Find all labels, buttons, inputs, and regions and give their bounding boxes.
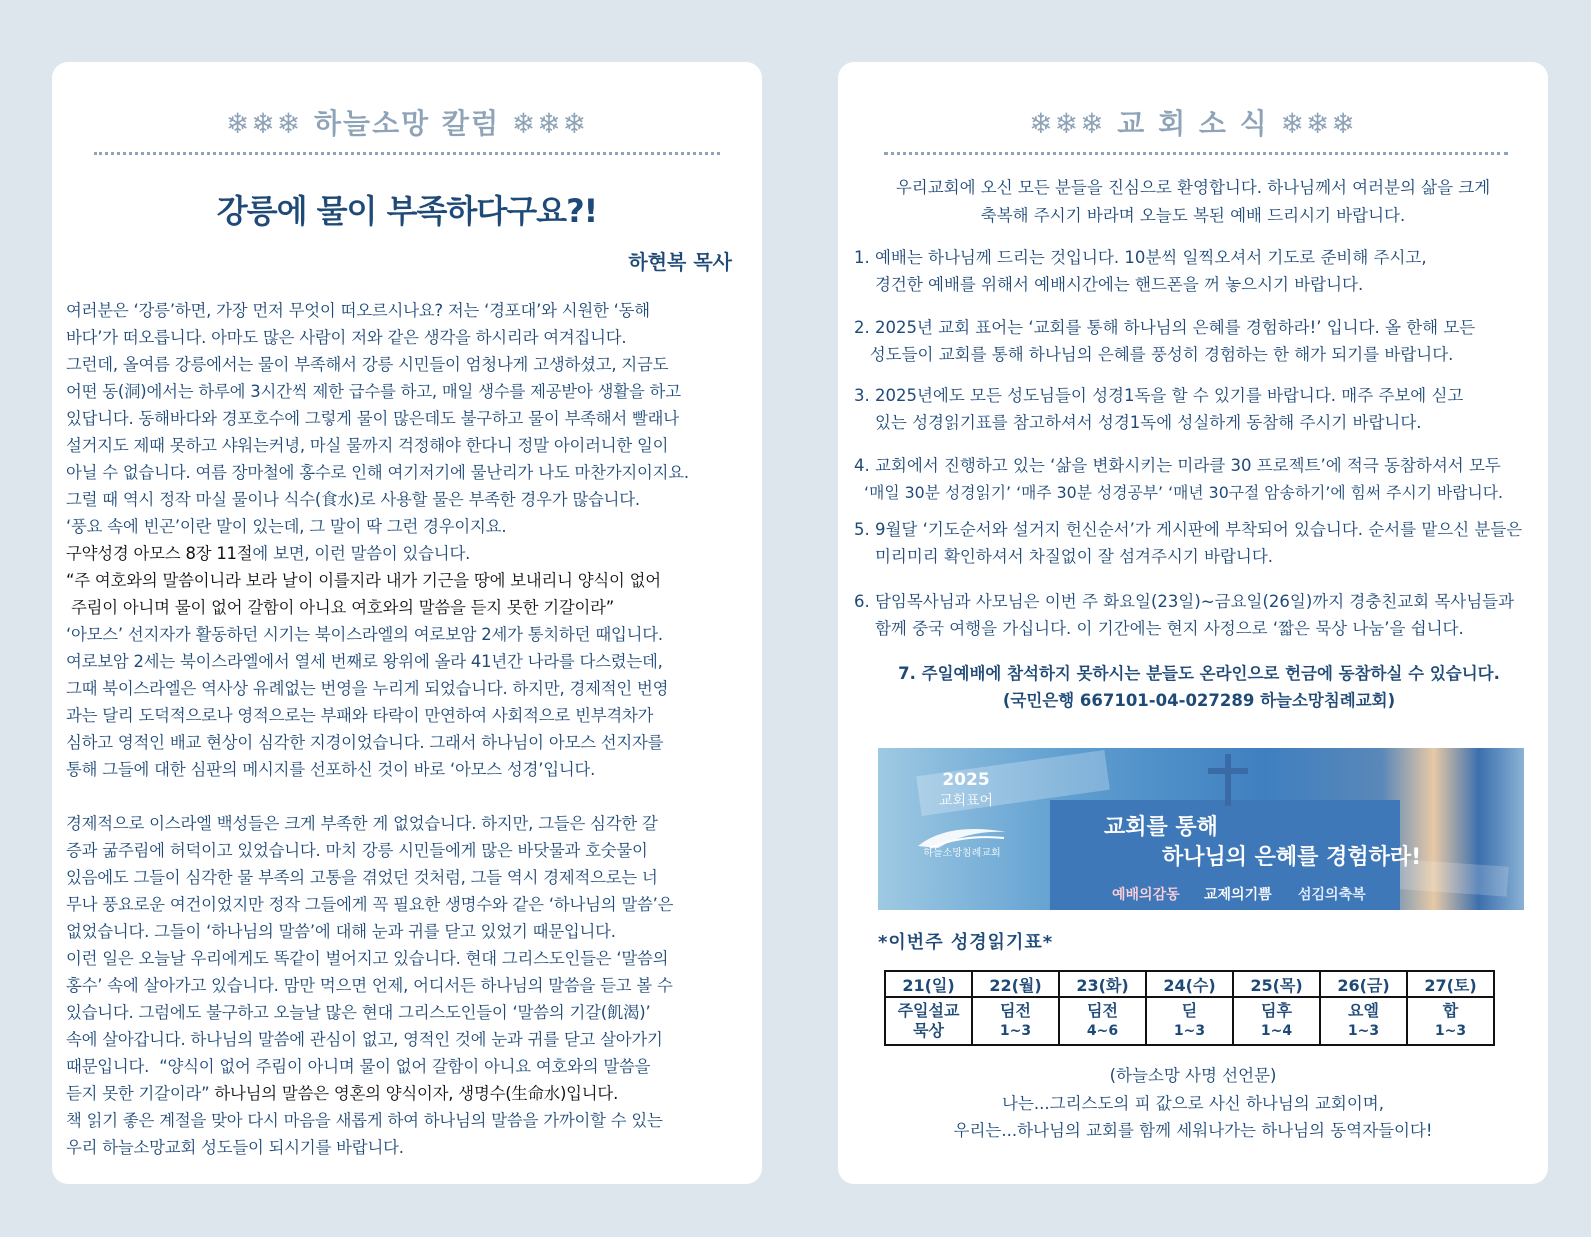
- paragraph-line: 우리 하늘소망교회 성도들이 되시기를 바랍니다.: [66, 1138, 404, 1157]
- notice-item: 5. 9월달 ‘기도순서와 설거지 헌신순서’가 게시판에 부착되어 있습니다. 순서를 맡으신 분들은 미리미리 확인하셔서 차질없이 잘 섬겨주시기 바랍니다.: [854, 520, 1523, 566]
- table-row: [885, 971, 1494, 997]
- welcome-line: 우리교회에 오신 모든 분들을 진심으로 환영합니다. 하나님께서 여러분의 삶을 크게: [895, 178, 1491, 197]
- reading-cell: 합 1~3: [1407, 997, 1494, 1045]
- paragraph-line: 심하고 영적인 배교 현상이 심각한 지경이었습니다. 그래서 하나님이 아모스 선지자를: [66, 733, 664, 752]
- notice-item: 4. 교회에서 진행하고 있는 ‘삶을 변화시키는 미라클 30 프로젝트’에 적극 동참하셔서 모두 ‘매일 30분 성경읽기’ ‘매주 30분 성경공부’ ‘매년 30구절 암송하기’에 힘써 주시기 바랍니다.: [854, 456, 1504, 502]
- day-cell: 23(화): [1059, 971, 1146, 997]
- column-panel: [52, 62, 762, 1184]
- reading-cell: 주일설교 묵상: [885, 997, 972, 1045]
- paragraph-line: 바다’가 떠오릅니다. 아마도 많은 사람이 저와 같은 생각을 하시리라 여겨집니다.: [66, 328, 627, 347]
- mission-statement: 나는...그리스도의 피 값으로 사신 하나님의 교회이며, 우리는...하나님의 교회를 함께 세워나가는 하나님의 동역자들이다!: [953, 1094, 1433, 1140]
- banner-line-1: 교회를 통해: [1104, 815, 1218, 840]
- scripture-reference: [66, 540, 756, 567]
- reference-rest: 에 보면, 이런 말씀이 있습니다.: [252, 544, 471, 563]
- paragraph-line: 있답니다. 동해바다와 경포호수에 그렇게 물이 많은데도 불구하고 물이 부족해서 빨래나: [66, 409, 679, 428]
- notice-item: 6. 담임목사님과 사모님은 이번 주 화요일(23일)~금요일(26일)까지 경충친교회 목사님들과 함께 중국 여행을 가십니다. 이 기간에는 현지 사정으로 ‘짧은 묵상 나눔’을 쉽니다.: [854, 592, 1515, 638]
- table-row: [885, 997, 1494, 1045]
- paragraph-line: 속에 살아갑니다. 하나님의 말씀에 관심이 없고, 영적인 것에 눈과 귀를 닫고 살아가기: [66, 1030, 663, 1049]
- banner-motto-label: 교회표어: [938, 793, 994, 809]
- banner-church-name: 하늘소망침례교회: [923, 848, 1001, 859]
- dotted-divider: [94, 152, 720, 155]
- notice-item: 1. 예배는 하나님께 드리는 것입니다. 10분씩 일찍오셔서 기도로 준비해 주시고, 경건한 예배를 위해서 예배시간에는 핸드폰을 꺼 놓으시기 바랍니다.: [854, 248, 1427, 294]
- reference-bold: 구약성경 아모스 8장 11절: [66, 544, 253, 563]
- closing-rest: 듣지 못한 기갈이라”: [66, 1084, 215, 1103]
- paragraph-line: 여로보암 2세는 북이스라엘에서 열세 번째로 왕위에 올라 41년간 나라를 다스렸는데,: [66, 652, 663, 671]
- cross-icon: [1225, 754, 1231, 806]
- closing-bold: 하나님의 말씀은 영혼의 양식이자, 생명수(生命水)입니다.: [214, 1084, 619, 1103]
- paragraph-line: 있습니다. 그럼에도 불구하고 오늘날 많은 현대 그리스도인들이 ‘말씀의 기갈(飢渴)’: [66, 1003, 651, 1022]
- paragraph-line: 때문입니다. “양식이 없어 주림이 아니며 물이 없어 갈함이 아니요 여호와의 말씀을: [66, 1057, 651, 1076]
- day-cell: 27(토): [1407, 971, 1494, 997]
- paragraph-line: 그럴 때 역시 정작 마실 물이나 식수(食水)로 사용할 물은 부족한 경우가 많습니다.: [66, 490, 640, 509]
- paragraph-line: 그때 북이스라엘은 역사상 유례없는 번영을 누리게 되었습니다. 하지만, 경제적인 번영: [66, 679, 669, 698]
- news-header: ❄❄❄ 교 회 소 식 ❄❄❄: [1029, 107, 1357, 140]
- paragraph-line: ‘풍요 속에 빈곤’이란 말이 있는데, 그 말이 딱 그런 경우이지요.: [66, 517, 507, 536]
- paragraph-line: 과는 달리 도덕적으로나 영적으로는 부패와 타락이 만연하여 사회적으로 빈부격차가: [66, 706, 654, 725]
- paragraph-line: 경제적으로 이스라엘 백성들은 크게 부족한 게 없었습니다. 하지만, 그들은 심각한 갈: [66, 814, 658, 833]
- banner-year: 2025: [942, 770, 990, 790]
- paragraph-line: 홍수’ 속에 살아가고 있습니다. 맘만 먹으면 언제, 어디서든 하나님의 말씀을 듣고 볼 수: [66, 976, 673, 995]
- motto-banner: [878, 748, 1524, 910]
- paragraph-line: 증과 굶주림에 허덕이고 있었습니다. 마치 강릉 시민들에게 많은 바닷물과 호숫물이: [66, 841, 648, 860]
- reading-cell: 요엘 1~3: [1320, 997, 1407, 1045]
- reading-cell: 딤전 1~3: [972, 997, 1059, 1045]
- paragraph-line: 그런데, 올여름 강릉에서는 물이 부족해서 강릉 시민들이 엄청나게 고생하셨고, 지금도: [66, 355, 669, 374]
- scripture-quote: “주 여호와의 말씀이니라 보라 날이 이를지라 내가 기근을 땅에 보내리니 양식이 없어: [66, 571, 661, 590]
- paragraph-line: 이런 일은 오늘날 우리에게도 똑같이 벌어지고 있습니다. 현대 그리스도인들은 ‘말씀의: [66, 949, 669, 968]
- reading-cell: 딤후 1~4: [1233, 997, 1320, 1045]
- bible-reading-table: [884, 970, 1495, 1046]
- paragraph-line: 무나 풍요로운 여건이었지만 정작 그들에게 꼭 필요한 생명수와 같은 ‘하나님의 말씀’은: [66, 895, 674, 914]
- reading-cell: 딤전 4~6: [1059, 997, 1146, 1045]
- scripture-quote: 주림이 아니며 물이 없어 갈함이 아니요 여호와의 말씀을 듣지 못한 기갈이라”: [66, 598, 615, 617]
- closing-line: [66, 1080, 756, 1107]
- mission-statement-title: (하늘소망 사명 선언문): [1109, 1066, 1277, 1085]
- paragraph-line: 책 읽기 좋은 계절을 맞아 다시 마음을 새롭게 하여 하나님의 말씀을 가까이할 수 있는: [66, 1111, 663, 1130]
- notice-item: 7. 주일예배에 참석하지 못하시는 분들도 온라인으로 헌금에 동참하실 수 있습니다. (국민은행 667101-04-027289 하늘소망침례교회): [898, 664, 1500, 710]
- dotted-divider: [884, 152, 1508, 155]
- paragraph-line: 있음에도 그들이 심각한 물 부족의 고통을 겪었던 것처럼, 그들 역시 경제적으로는 너: [66, 868, 658, 887]
- day-cell: 24(수): [1146, 971, 1233, 997]
- article-author: 하현복 목사: [628, 250, 732, 274]
- paragraph-line: 설거지도 제때 못하고 샤워는커녕, 마실 물까지 걱정해야 한다니 정말 아이러니한 일이: [66, 436, 669, 455]
- article-title: 강릉에 물이 부족하다구요?!: [216, 192, 598, 230]
- day-cell: 26(금): [1320, 971, 1407, 997]
- paragraph-line: 없었습니다. 그들이 ‘하나님의 말씀’에 대해 눈과 귀를 닫고 있었기 때문입니다.: [66, 922, 616, 941]
- article-body: [66, 297, 756, 1161]
- day-cell: 21(일): [885, 971, 972, 997]
- banner-line-2: 하나님의 은혜를 경험하라!: [1162, 845, 1422, 870]
- welcome-message: [838, 174, 1548, 230]
- banner-sub-1: 예배의감동: [1112, 887, 1180, 903]
- bible-reading-title: *이번주 성경읽기표*: [878, 932, 1054, 953]
- day-cell: 22(월): [972, 971, 1059, 997]
- column-header: ❄❄❄ 하늘소망 칼럼 ❄❄❄: [225, 107, 589, 140]
- paragraph-line: ‘아모스’ 선지자가 활동하던 시기는 북이스라엘의 여로보암 2세가 통치하던 때입니다.: [66, 625, 663, 644]
- banner-sub-3: 섬김의축복: [1298, 887, 1366, 903]
- notice-item: 2. 2025년 교회 표어는 ‘교회를 통해 하나님의 은혜를 경험하라!’ 입니다. 올 한해 모든 성도들이 교회를 통해 하나님의 은혜를 풍성히 경험하는 한 해가 되기를 바랍니다.: [854, 318, 1476, 364]
- paragraph-line: 어떤 동(洞)에서는 하루에 3시간씩 제한 급수를 하고, 매일 생수를 제공받아 생활을 하고: [66, 382, 681, 401]
- day-cell: 25(목): [1233, 971, 1320, 997]
- paragraph-line: 아닐 수 없습니다. 여름 장마철에 홍수로 인해 여기저기에 물난리가 나도 마찬가지이지요.: [66, 463, 689, 482]
- news-panel: [838, 62, 1548, 1184]
- notice-item: 3. 2025년에도 모든 성도님들이 성경1독을 할 수 있기를 바랍니다. 매주 주보에 싣고 있는 성경읽기표를 참고하셔서 성경1독에 성실하게 동참해 주시기 바랍니다.: [854, 386, 1464, 432]
- reading-cell: 딛 1~3: [1146, 997, 1233, 1045]
- welcome-line: 축복해 주시기 바라며 오늘도 복된 예배 드리시기 바랍니다.: [980, 206, 1406, 225]
- paragraph-line: 여러분은 ‘강릉’하면, 가장 먼저 무엇이 떠오르시나요? 저는 ‘경포대’와 시원한 ‘동해: [66, 301, 650, 320]
- banner-sub-2: 교제의기쁨: [1204, 887, 1272, 903]
- paragraph-line: 통해 그들에 대한 심판의 메시지를 선포하신 것이 바로 ‘아모스 성경’입니다.: [66, 760, 596, 779]
